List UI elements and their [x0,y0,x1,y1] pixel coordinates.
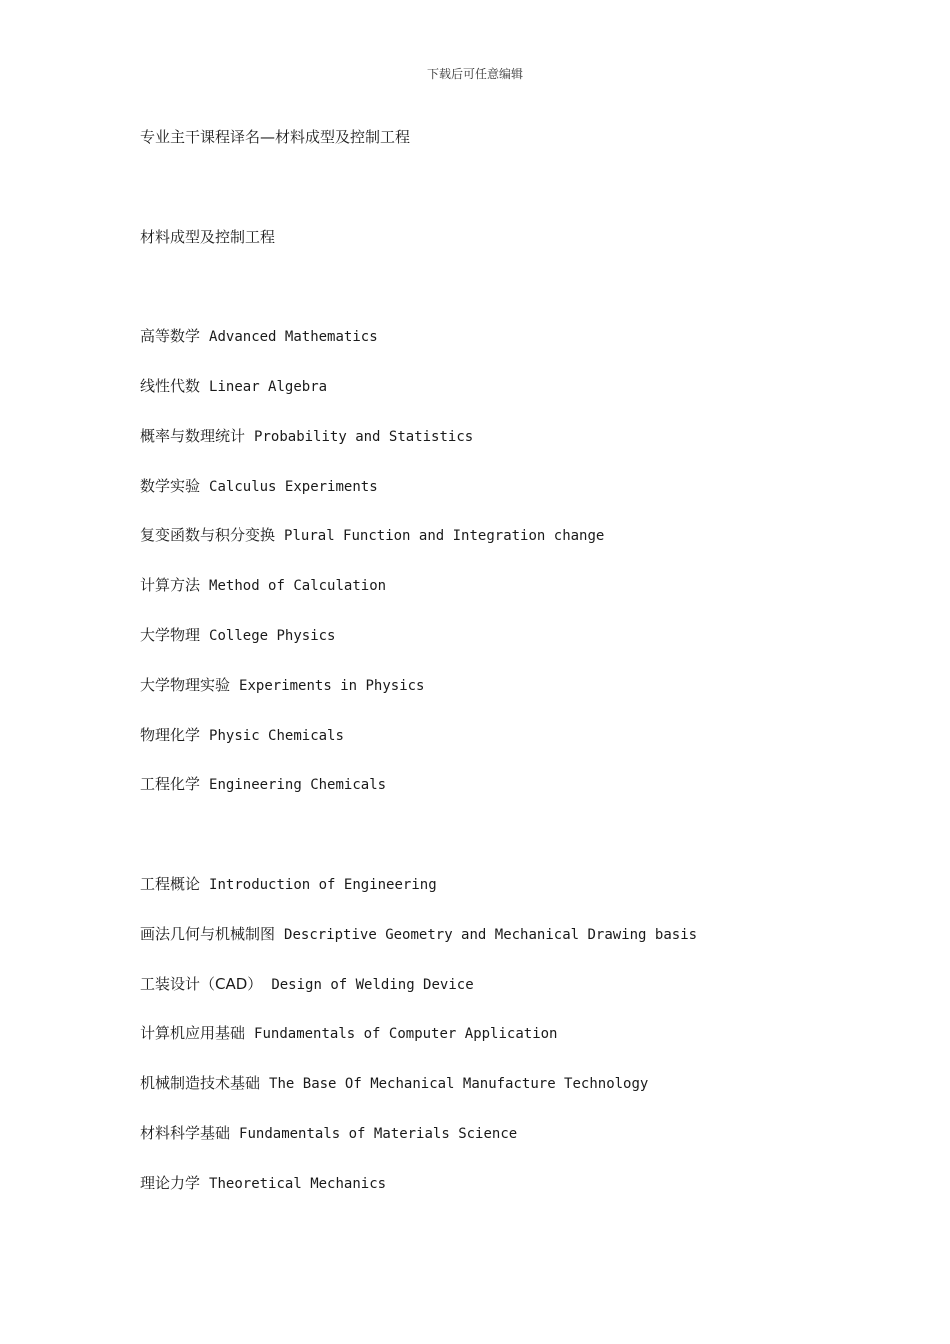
course-name-en: Linear Algebra [209,378,328,395]
course-group-engineering [140,873,920,1222]
course-item [140,724,920,774]
course-item [140,475,920,525]
course-name-en: Plural Function and Integration change [284,528,605,545]
course-name-en: Fundamentals of Computer Application [254,1026,558,1043]
document-body [140,126,920,1222]
spacer [140,275,920,325]
course-name-en: The Base Of Mechanical Manufacture Technology [269,1076,649,1093]
course-item [140,1172,920,1222]
course-item [140,624,920,674]
course-name-en: Introduction of Engineering [209,876,437,893]
page-header: 下载后可任意编辑 [426,67,523,81]
course-name-en: Advanced Mathematics [209,329,378,346]
course-item [140,973,920,1023]
course-name-en: Fundamentals of Materials Science [239,1125,518,1142]
course-item [140,325,920,375]
course-name-zh: 计算方法 [140,576,201,595]
course-name-zh: 概率与数理统计 [140,426,246,445]
document-title: 专业主干课程译名—材料成型及控制工程 [140,128,411,146]
course-name-en: Probability and Statistics [254,428,474,445]
course-item [140,773,920,823]
course-item [140,674,920,724]
course-name-en: Theoretical Mechanics [209,1175,387,1192]
course-item [140,923,920,973]
course-name-zh: 材料科学基础 [140,1123,231,1142]
course-name-en: Calculus Experiments [209,478,378,495]
course-name-zh: 大学物理实验 [140,675,231,694]
course-item [140,1122,920,1172]
course-name-en: Experiments in Physics [239,677,425,694]
course-name-en: Engineering Chemicals [209,777,387,794]
course-name-zh: 高等数学 [140,327,201,346]
course-item [140,524,920,574]
course-name-zh: 复变函数与积分变换 [140,526,276,545]
course-name-en: Physic Chemicals [209,727,344,744]
course-name-zh: 工装设计（CAD） [140,974,263,993]
course-group-basic [140,325,920,823]
course-name-zh: 工程概论 [140,874,201,893]
course-name-zh: 机械制造技术基础 [140,1074,261,1093]
course-name-en: Design of Welding Device [271,976,474,993]
course-name-zh: 大学物理 [140,625,201,644]
course-name-en: Method of Calculation [209,578,387,595]
course-name-zh: 计算机应用基础 [140,1024,246,1043]
course-name-zh: 工程化学 [140,775,201,794]
course-item [140,1022,920,1072]
spacer [140,823,920,873]
course-item [140,1072,920,1122]
course-name-zh: 线性代数 [140,376,201,395]
spacer [140,176,920,226]
course-name-en: College Physics [209,627,336,644]
course-name-zh: 物理化学 [140,725,201,744]
course-name-zh: 画法几何与机械制图 [140,924,276,943]
course-name-zh: 数学实验 [140,476,201,495]
course-name-zh: 理论力学 [140,1173,201,1192]
course-name-en: Descriptive Geometry and Mechanical Drawing basis [284,926,698,943]
course-item [140,574,920,624]
course-item [140,425,920,475]
major-name: 材料成型及控制工程 [140,227,276,246]
course-item [140,873,920,923]
course-item [140,375,920,425]
